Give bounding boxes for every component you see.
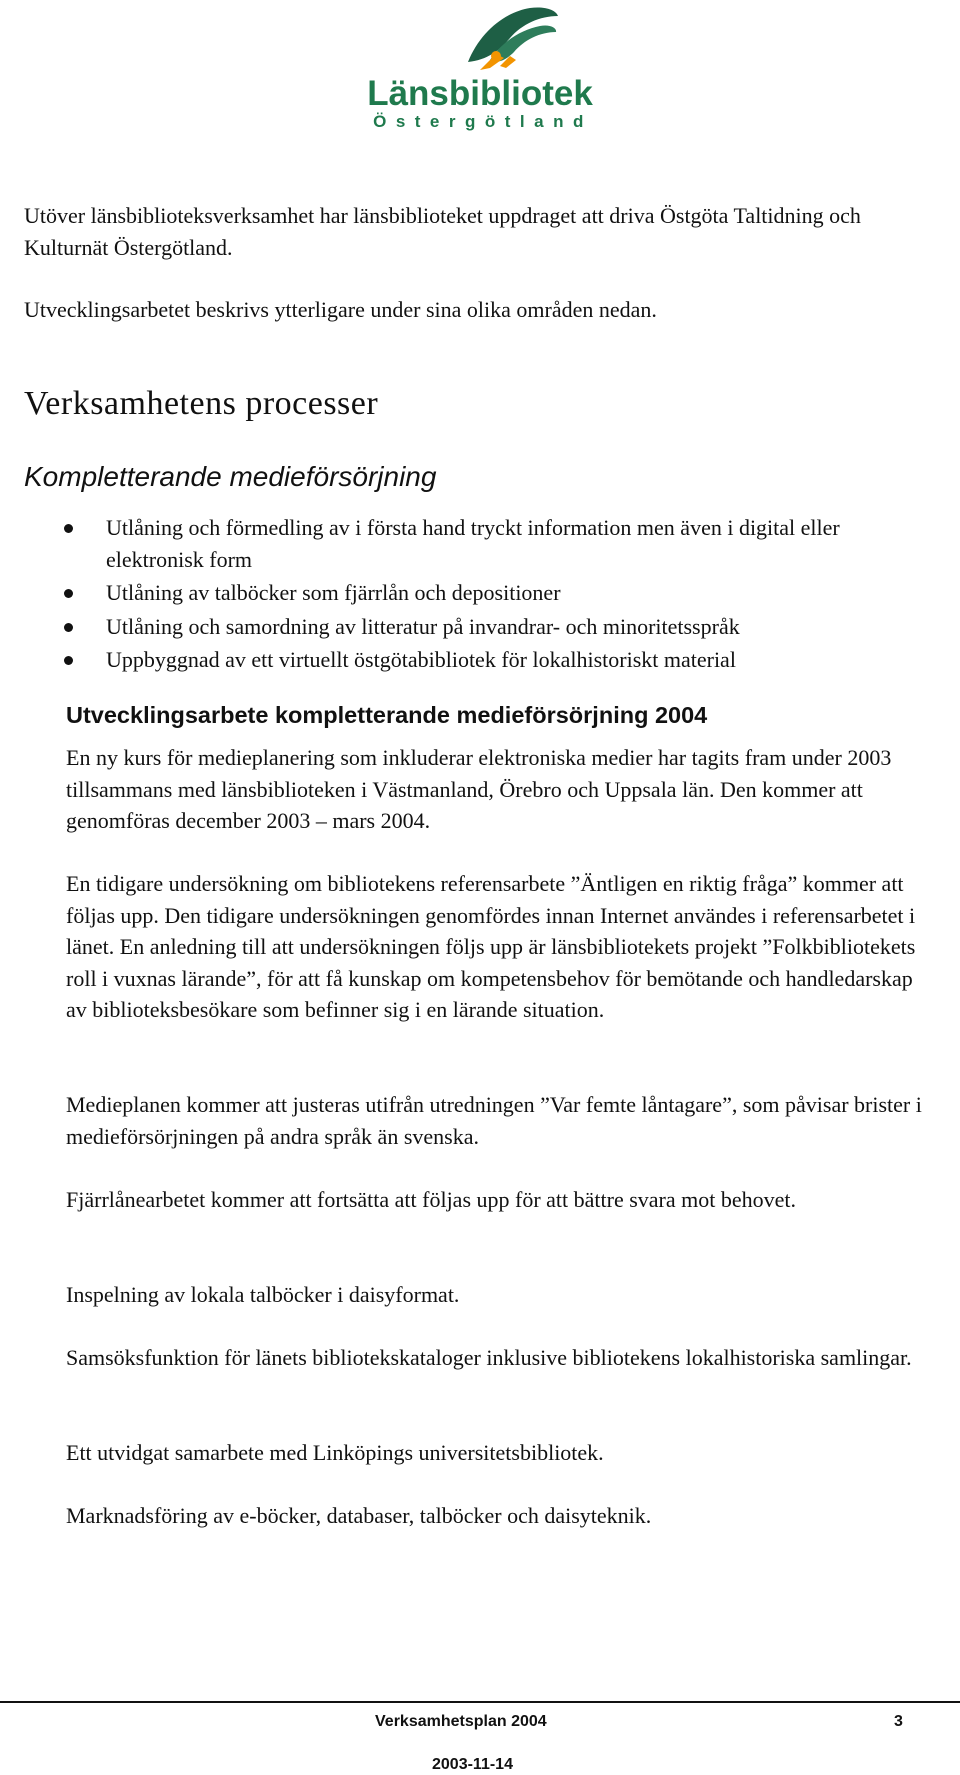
footer-divider bbox=[0, 1701, 960, 1703]
footer-date: 2003-11-14 bbox=[432, 1756, 513, 1773]
body-paragraph bbox=[66, 1437, 936, 1469]
list-item bbox=[60, 577, 920, 609]
paragraph-text: Inspelning av lokala talböcker i daisyformat. bbox=[66, 1282, 460, 1307]
bird-logo-icon bbox=[460, 2, 560, 74]
body-paragraph bbox=[66, 1500, 936, 1532]
footer-title: Verksamhetsplan 2004 bbox=[375, 1713, 547, 1730]
library-logo bbox=[360, 0, 600, 142]
body-paragraph bbox=[66, 742, 936, 837]
list-item-text: Utlåning av talböcker som fjärrlån och depositioner bbox=[106, 580, 561, 605]
body-paragraph bbox=[66, 1184, 936, 1216]
list-item bbox=[60, 611, 920, 643]
bullet-icon bbox=[64, 524, 73, 533]
logo-wordmark: Länsbibliotek bbox=[367, 74, 593, 113]
body-paragraph bbox=[66, 1279, 936, 1311]
development-heading: Utvecklingsarbete kompletterande medieförsörjning 2004 bbox=[66, 702, 708, 728]
bullet-icon bbox=[64, 623, 73, 632]
paragraph-text: Samsöksfunktion för länets bibliotekskataloger inklusive bibliotekens lokalhistoriska samlingar. bbox=[66, 1345, 912, 1370]
body-paragraph bbox=[66, 868, 936, 1026]
paragraph-text: En tidigare undersökning om bibliotekens referensarbete ”Äntligen en riktig fråga” kommer att följas upp. Den tidigare undersökningen genomfördes innan Internet användes i referensarbetet i länet. En anledning till att undersökningen följs upp är länsbibliotekets projekt ”Folkbibliotekets roll i vuxnas lärande”, för att få kunskap om kompetensbehov för bemötande och handledarskap av biblioteksbesökare som befinner sig i en lärande situation. bbox=[66, 871, 916, 1022]
paragraph-text: Ett utvidgat samarbete med Linköpings universitetsbibliotek. bbox=[66, 1440, 604, 1465]
body-paragraph bbox=[66, 1342, 936, 1374]
list-item bbox=[60, 512, 920, 575]
list-item-text: Utlåning och förmedling av i första hand tryckt information men även i digital eller elektronisk form bbox=[106, 515, 840, 572]
section-subheading: Kompletterande medieförsörjning bbox=[24, 461, 437, 492]
intro-paragraph: Utöver länsbiblioteksverksamhet har länsbiblioteket uppdraget att driva Östgöta Taltidning och Kulturnät Östergötland. bbox=[24, 203, 861, 260]
paragraph-text: En ny kurs för medieplanering som inkluderar elektroniska medier har tagits fram under 2003 tillsammans med länsbiblioteken i Västmanland, Örebro och Uppsala län. Den kommer att genomföras december 2003 – mars 2004. bbox=[66, 745, 892, 833]
paragraph-text: Marknadsföring av e-böcker, databaser, talböcker och daisyteknik. bbox=[66, 1503, 652, 1528]
page-number: 3 bbox=[894, 1713, 903, 1730]
list-item-text: Utlåning och samordning av litteratur på invandrar- och minoritetsspråk bbox=[106, 613, 740, 639]
section-heading: Verksamhetens processer bbox=[24, 385, 379, 422]
logo-subtitle: Östergötland bbox=[373, 112, 593, 131]
paragraph-text: Medieplanen kommer att justeras utifrån utredningen ”Var femte låntagare”, som påvisar brister i medieförsörjningen på andra språk än svenska. bbox=[66, 1092, 922, 1149]
body-paragraph bbox=[66, 1089, 936, 1152]
list-item-text: Uppbyggnad av ett virtuellt östgötabibliotek för lokalhistoriskt material bbox=[106, 647, 736, 672]
bullet-icon bbox=[64, 589, 73, 598]
list-item bbox=[60, 644, 920, 676]
bullet-icon bbox=[64, 656, 73, 665]
intro-paragraph: Utvecklingsarbetet beskrivs ytterligare under sina olika områden nedan. bbox=[24, 297, 657, 322]
paragraph-text: Fjärrlånearbetet kommer att fortsätta att följas upp för att bättre svara mot behovet. bbox=[66, 1187, 797, 1212]
bullet-list bbox=[60, 512, 920, 678]
